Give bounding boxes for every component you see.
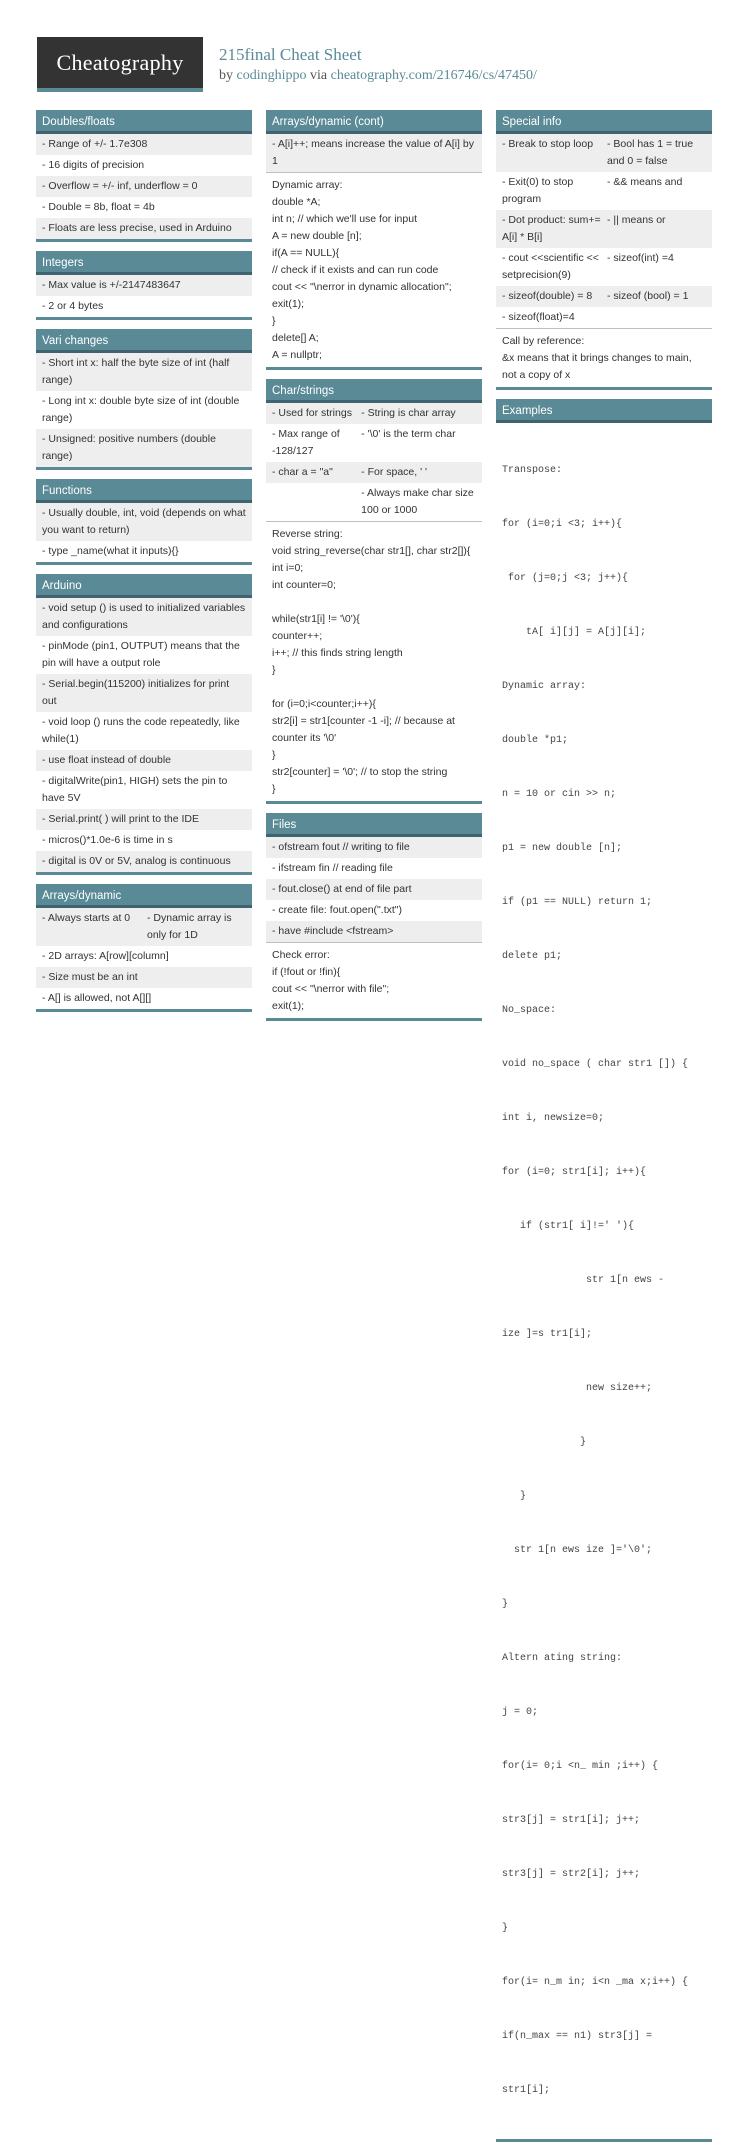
list-item: - 16 digits of precision [42,159,145,171]
list-item: - type _name(what it inputs){} [42,545,179,557]
list-item: - Dot product: sum+= A[i] * B[i] - || means or [496,210,712,248]
list-item-right: - Dynamic array is only for 1D [147,912,232,941]
author-link[interactable]: codinghippo [236,68,307,83]
section-title: Files [266,813,482,837]
logo-text: Cheatography [56,49,184,75]
list-item: - Exit(0) to stop program - && means and [502,176,683,205]
column-2 [266,110,482,1030]
list-item: - Break to stop loop - Bool has 1 = true and 0 = false [496,134,712,172]
list-item: - ifstream fin // reading file [272,862,393,874]
list-item: - pinMode (pin1, OUTPUT) means that the pin will have a output role [42,640,240,669]
section-functions [36,479,252,565]
list-item: - sizeof(float)=4 [502,311,575,323]
list-item: - cout <<scientific << setprecision(9) - sizeof(int) =4 [502,252,674,281]
column-3 [496,110,712,2151]
list-item: - ofstream fout // writing to file [266,837,482,858]
list-item: - fout.close() at end of file part [266,879,482,900]
code-block: Dynamic array: double *A; int n; // which we'll use for input A = new double [n]; if(A == NULL){ // check if it exists and can run code cout << "\nerror in dynamic allocation"; exit(1); } delete[] A; A = nullptr; [266,172,482,367]
section-title: Integers [36,251,252,275]
list-item: - Unsigned: positive numbers (double range) [36,429,252,467]
title-block [219,45,537,84]
section-arrays-dynamic-cont [266,110,482,370]
section-vari-changes [36,329,252,470]
list-item: - Floats are less precise, used in Arduino [36,218,252,239]
list-item: - Usually double, int, void (depends on what you want to return) [36,503,252,541]
section-arrays-dynamic [36,884,252,1012]
list-item: - use float instead of double [36,750,252,771]
section-title: Vari changes [36,329,252,353]
section-title: Doubles/floats [36,110,252,134]
list-item: - Serial.begin(115200) initializes for print out [36,674,252,712]
list-item: - void setup () is used to initialized variables and configurations [36,598,252,636]
list-item: - A[] is allowed, not A[][] [42,992,152,1004]
note-block: Call by reference: &x means that it brings changes to main, not a copy of x [496,328,712,387]
list-item: - micros()*1.0e-6 is time in s [42,834,173,846]
list-item: - sizeof(double) = 8 - sizeof (bool) = 1 [496,286,712,307]
column-1 [36,110,252,1021]
sheet-url-link[interactable]: cheatography.com/216746/cs/47450/ [330,68,537,83]
section-integers [36,251,252,320]
list-item: - Max range of -128/127 - '\0' is the term char [272,428,456,457]
section-title: Special info [496,110,712,134]
list-item: - Range of +/- 1.7e308 [36,134,252,155]
list-item: - create file: fout.open(".txt") [272,904,403,916]
list-item: - Size must be an int [36,967,252,988]
code-block: Check error: if (!fout or !fin){ cout << "\nerror with file"; exit(1); [266,942,482,1018]
list-item: - Short int x: half the byte size of int (half range) [36,353,252,391]
list-item: - digitalWrite(pin1, HIGH) sets the pin to have 5V [42,775,228,804]
section-examples [496,399,712,2142]
list-item: - Serial.print( ) will print to the IDE [36,809,252,830]
list-item: - A[i]++; means increase the value of A[i] by 1 [266,134,482,172]
code-block: Transpose: for (i=0;i <3; i++){ for (j=0;j <3; j++){ tA[ i][j] = A[j][i]; Dynamic array: double *p1; n = 10 or cin >> n; p1 = new double [n]; if (p1 == NULL) return 1; delete p1; No_space: void no_space ( char str1 []) { int i, newsize=0; for (i=0; str1[i]; i++){ if (str1[ i]!=' '){ str 1[n ews - ize ]=s tr1[i]; new size++; } } str 1[n ews ize ]='\0'; } Altern ating string: j = 0; for(i= 0;i <n_ min ;i++) { str3[j] = str1[i]; j++; str3[j] = str2[i]; j++; } for(i= n_m in; i<n _ma x;i++) { if(n_max == n1) str3[j] = str1[i]; [502,465,689,2096]
list-item: - Overflow = +/- inf, underflow = 0 [36,176,252,197]
list-item: - have #include <fstream> [266,921,482,942]
list-item-left: - Always starts at 0 [42,912,131,924]
list-item: - char a = "a" - For space, ' ' [266,462,482,483]
list-item: - 2D arrays: A[row][column] [42,950,169,962]
cheatography-logo[interactable] [37,37,203,92]
section-title: Functions [36,479,252,503]
list-item: - Long int x: double byte size of int (double range) [42,395,240,424]
code-block: Reverse string: void string_reverse(char str1[], char str2[]){ int i=0; int counter=0; while(str1[i] != '\0'){ counter++; i++; // this finds string length } for (i=0;i<counter;i++){ str2[i] = str1[counter -1 -i]; // because at counter its '\0' } str2[counter] = '\0'; // to stop the string } [266,521,482,801]
section-title: Arrays/dynamic (cont) [266,110,482,134]
list-item: - digital is 0V or 5V, analog is continuous [36,851,252,872]
list-item: - Max value is +/-2147483647 [36,275,252,296]
section-doubles-floats [36,110,252,242]
section-char-strings [266,379,482,804]
section-title: Arduino [36,574,252,598]
section-title: Char/strings [266,379,482,403]
list-item: - Double = 8b, float = 4b [42,201,155,213]
section-title: Examples [496,399,712,423]
list-item: - 2 or 4 bytes [42,300,104,312]
list-item: - void loop () runs the code repeatedly, like while(1) [42,716,240,745]
list-item [36,908,252,946]
section-title: Arrays/dynamic [36,884,252,908]
section-special-info [496,110,712,390]
list-item: - Used for strings - String is char array [266,403,482,424]
page-title: 215final Cheat Sheet [219,45,362,64]
byline: by codinghippo via cheatography.com/216746/cs/47450/ [219,68,537,83]
section-arduino [36,574,252,875]
section-files [266,813,482,1021]
list-item: - Always make char size 100 or 1000 [361,487,474,516]
